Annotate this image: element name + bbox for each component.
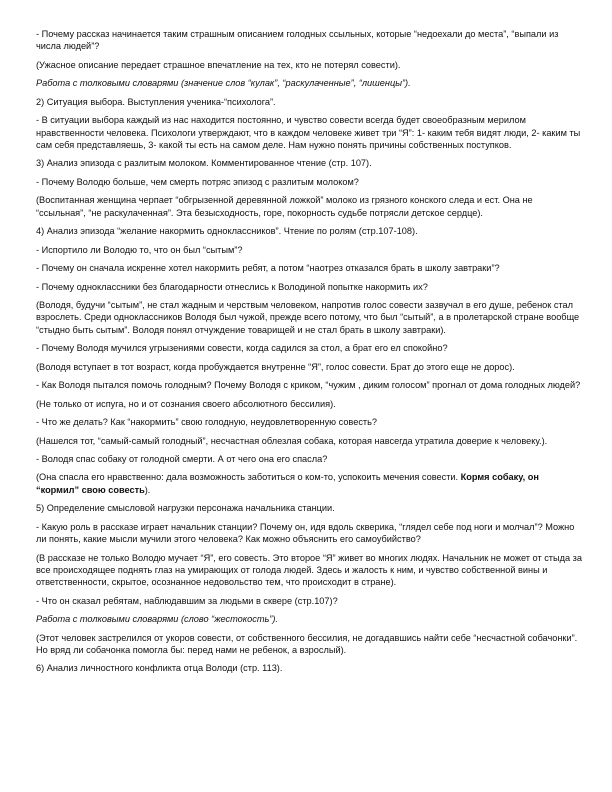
question-refused-breakfasts [36, 262, 582, 274]
paragraph-text: - Почему Володя мучился угрызениями совести, когда садился за стол, а брат его ел спокойно? [36, 343, 448, 354]
paragraph-text: 4) Анализ эпизода “желание накормить одноклассников”. Чтение по ролям (стр.107-108). [36, 226, 418, 237]
paragraph-text: - Испортило ли Володю то, что он был “сытым”? [36, 244, 243, 255]
paragraph-text: - Почему Володю больше, чем смерть потряс эпизод с разлитым молоком? [36, 176, 359, 187]
paragraph-text: (Воспитанная женщина черпает “обгрызенной деревянной ложкой” молоко из грязного конского следа и ест. Она не “ссыльная”, “не раскулаченная”. Эта безысходность, горе, покорность судьбе потрясли детское сердце). [36, 195, 533, 218]
question-what-he-said [36, 595, 582, 607]
paragraph-text: (Она спасла его нравственно: дала возможность заботиться о ком-то, успокоить мечения совести. [36, 472, 461, 483]
bold-emphasis: Кормя собаку, он “кормил” свою совесть [36, 472, 539, 495]
answer-powerlessness [36, 398, 582, 410]
answer-station-master [36, 552, 582, 589]
answer-suicide [36, 632, 582, 657]
paragraph-text: 2) Ситуация выбора. Выступления ученика-“психолога”. [36, 96, 276, 107]
question-feed-conscience [36, 416, 582, 428]
paragraph-text: - Что он сказал ребятам, наблюдавшим за людьми в сквере (стр.107)? [36, 595, 338, 606]
answer-horrible-description [36, 59, 582, 71]
paragraph-text: (Не только от испуга, но и от сознания своего абсолютного бессилия). [36, 398, 336, 409]
paragraph-text: Работа с толковыми словарями (слово “жестокость”). [36, 614, 278, 625]
psychologist-statement [36, 114, 582, 151]
paragraph-text: (Володя вступает в тот возраст, когда пробуждается внутренне “Я”, голос совести. Брат до этого еще не дорос). [36, 361, 515, 372]
question-help-hungry [36, 379, 582, 391]
paragraph-text: 6) Анализ личностного конфликта отца Володи (стр. 113). [36, 663, 283, 674]
section-6-heading [36, 662, 582, 674]
question-why-starving-exiles [36, 28, 582, 53]
paragraph-text: ). [144, 484, 151, 495]
paragraph-text: 5) Определение смысловой нагрузки персонажа начальника станции. [36, 503, 335, 514]
paragraph-text: 3) Анализ эпизода с разлитым молоком. Комментированное чтение (стр. 107). [36, 158, 372, 169]
question-classmates-ingratitude [36, 281, 582, 293]
paragraph-text: (Этот человек застрелился от укоров совести, от собственного бессилия, не догадавшись найти себе “несчастной собачонки”. Но вряд ли собачонка помогла бы: перед нами не ребенок, а взрослый). [36, 632, 578, 655]
question-spilled-milk [36, 176, 582, 188]
paragraph-text: (Володя, будучи “сытым”, не стал жадным и черствым человеком, напротив голос совести зазвучал в его душе, ребенок стал взрослеть. Среди одноклассников Володя был чужой, прежде всего потому, что был “сытый”, а в пролетарской стране вообще “стыдно быть сытым”. Володя понял отчуждение товарищей и не стал брать в школу завтраки). [36, 300, 580, 335]
question-remorse-at-table [36, 342, 582, 354]
paragraph-text: - В ситуации выбора каждый из нас находится постоянно, и чувство совести всегда будет своеобразным мерилом нравственности человека. Психологи утверждают, что в каждом человеке живет три “Я”: 1- каким тебя видят люди, 2- каким ты сам себя представляешь, 3- какой ты есть на самом деле. Нам нужно понять причины собственных поступков. [36, 115, 581, 150]
paragraph-text: (Ужасное описание передает страшное впечатление на тех, кто не потерял совести). [36, 59, 401, 70]
paragraph-text: - Почему одноклассники без благодарности отнеслись к Володиной попытке накормить их? [36, 281, 428, 292]
section-3-heading [36, 157, 582, 169]
paragraph-text: - Какую роль в рассказе играет начальник станции? Почему он, идя вдоль скверика, “глядел себе под ноги и молчал”? Можно ли понять, какие мысли мучили этого человека? Как можно объяснить его самоубийство? [36, 521, 575, 545]
paragraph-text: - Что же делать? Как “накормить” свою голодную, неудовлетворенную совесть? [36, 417, 378, 428]
question-spoiled-by-fullness [36, 244, 582, 256]
dictionary-work-cruelty [36, 613, 582, 625]
answer-classmates [36, 299, 582, 336]
paragraph-text: Работа с толковыми словарями (значение слов “кулак”, “раскулаченные”, “лишенцы”). [36, 78, 411, 89]
paragraph-text: - Володя спас собаку от голодной смерти. А от чего она его спасла? [36, 453, 328, 464]
question-station-master [36, 521, 582, 546]
paragraph-text: (Нашелся тот, “самый-самый голодный”, несчастная облезлая собака, которая навсегда утратила доверие к человеку.). [36, 435, 548, 446]
answer-hungry-dog [36, 435, 582, 447]
section-5-heading [36, 502, 582, 514]
paragraph-text: - Почему рассказ начинается таким страшным описанием голодных ссыльных, которые “недоехали до места”, “выпали из числа людей”? [36, 29, 559, 52]
dictionary-work-kulak [36, 77, 582, 89]
answer-inner-self [36, 361, 582, 373]
question-dog-saved [36, 453, 582, 465]
answer-saved-morally [36, 471, 582, 496]
paragraph-text: (В рассказе не только Володю мучает “Я”, его совесть. Это второе “Я” живет во многих людях. Начальник не может от стыда за все происходящее поднять глаз на умирающих от голода людей. Здесь и жалость к ним, и чувство собственной вины и ответственности, скрытое, осознанное недовольство тем, что происходит в стране). [36, 552, 582, 588]
section-4-heading [36, 225, 582, 237]
paragraph-text: - Как Володя пытался помочь голодным? Почему Володя с криком, “чужим , диким голосом” прогнал от дома голодных людей? [36, 380, 581, 391]
paragraph-text: - Почему он сначала искренне хотел накормить ребят, а потом “наотрез отказался брать в школу завтраки”? [36, 263, 500, 274]
answer-spilled-milk [36, 194, 582, 219]
section-2-heading [36, 96, 582, 108]
